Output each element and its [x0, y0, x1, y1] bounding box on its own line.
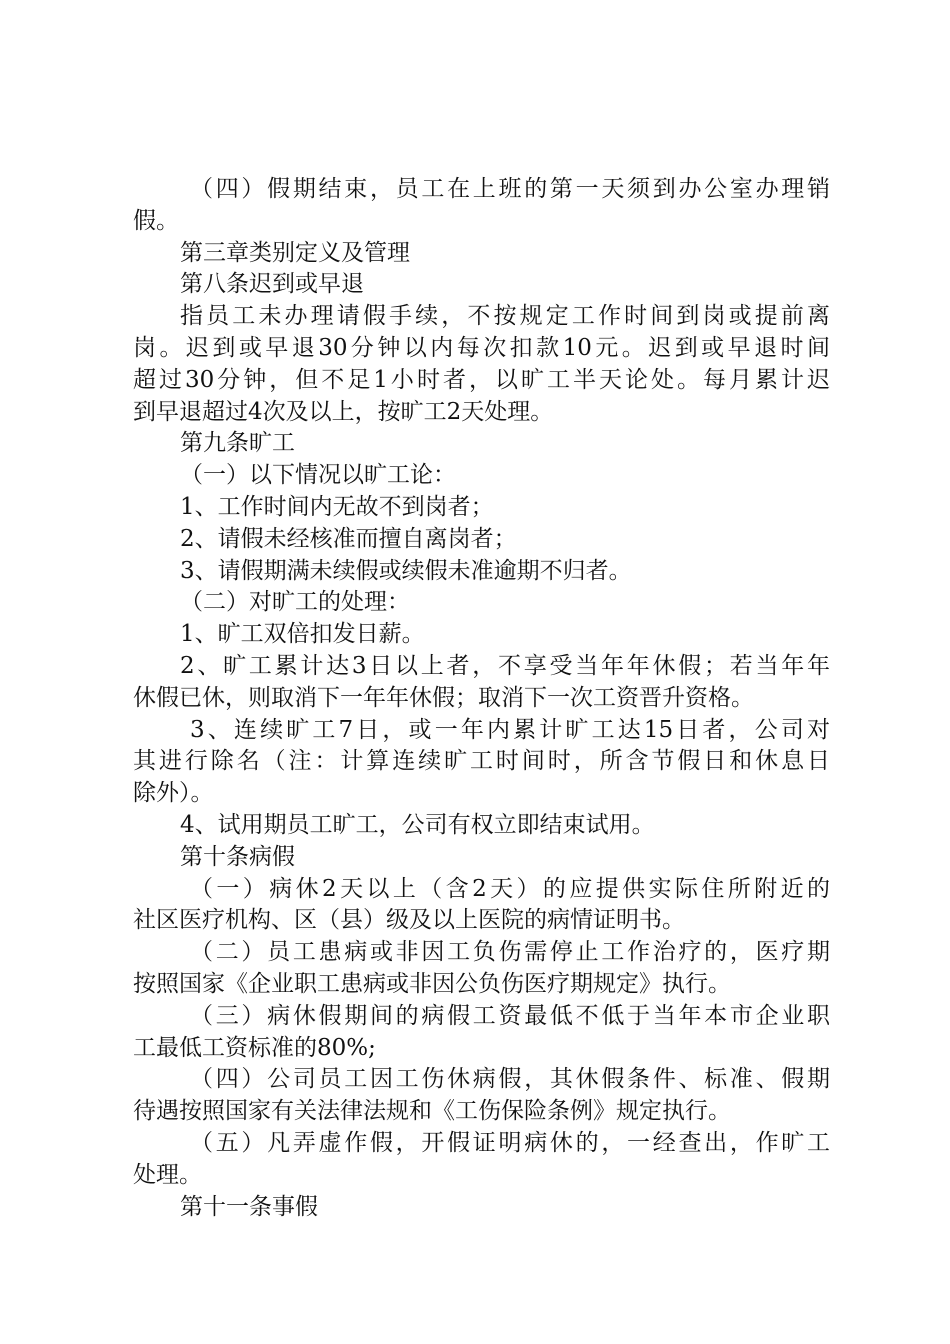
text-line: 第十一条事假	[180, 1193, 318, 1220]
text-line: 休假已休，则取消下一年年休假；取消下一次工资晋升资格。	[133, 684, 754, 711]
text-line: 按照国家《企业职工患病或非因公负伤医疗期规定》执行。	[133, 970, 731, 997]
text-line: 2、请假未经核准而擅自离岗者；	[180, 525, 517, 552]
text-line: 第九条旷工	[180, 430, 295, 457]
text-line: 3、请假期满未续假或续假未准逾期不归者。	[180, 557, 632, 584]
text-line: （四）公司员工因工伤休病假，其休假条件、标准、假期	[190, 1066, 830, 1093]
text-line: 到早退超过4次及以上，按旷工2天处理。	[133, 398, 554, 425]
text-line: 1、旷工双倍扣发日薪。	[180, 621, 425, 648]
text-line: 其进行除名（注：计算连续旷工时间时，所含节假日和休息日	[133, 748, 830, 775]
text-line: 假。	[133, 207, 179, 234]
text-line: 待遇按照国家有关法律法规和《工伤保险条例》规定执行。	[133, 1098, 731, 1125]
text-line: 处理。	[133, 1161, 202, 1188]
text-line: 超过30分钟，但不足1小时者，以旷工半天论处。每月累计迟	[133, 366, 830, 393]
text-line: 3、连续旷工7日，或一年内累计旷工达15日者，公司对	[190, 716, 830, 743]
text-line: 4、试用期员工旷工，公司有权立即结束试用。	[180, 811, 655, 838]
text-line: （二）对旷工的处理：	[180, 589, 410, 616]
text-line: （一）以下情况以旷工论：	[180, 462, 456, 489]
text-line: 第十条病假	[180, 843, 295, 870]
text-line: 第三章类别定义及管理	[180, 239, 410, 266]
text-line: （一）病休2天以上（含2天）的应提供实际住所附近的	[190, 875, 830, 902]
text-line: （四）假期结束，员工在上班的第一天须到办公室办理销	[190, 176, 830, 202]
text-line: 岗。迟到或早退30分钟以内每次扣款10元。迟到或早退时间	[133, 334, 830, 361]
text-line: （五）凡弄虚作假，开假证明病休的，一经查出，作旷工	[190, 1129, 830, 1156]
document-body	[133, 174, 830, 1223]
text-line: 2、旷工累计达3日以上者，不享受当年年休假；若当年年	[180, 652, 830, 679]
text-line: （二）员工患病或非因工负伤需停止工作治疗的，医疗期	[190, 939, 830, 966]
text-line: 指员工未办理请假手续，不按规定工作时间到岗或提前离	[180, 303, 830, 330]
text-line: （三）病休假期间的病假工资最低不低于当年本市企业职	[190, 1002, 830, 1029]
text-line: 工最低工资标准的80%;	[133, 1034, 376, 1061]
text-line: 1、工作时间内无故不到岗者；	[180, 493, 494, 520]
text-line: 社区医疗机构、区（县）级及以上医院的病情证明书。	[133, 907, 685, 934]
text-line: 除外）。	[133, 780, 214, 807]
text-line: 第八条迟到或早退	[180, 271, 364, 298]
